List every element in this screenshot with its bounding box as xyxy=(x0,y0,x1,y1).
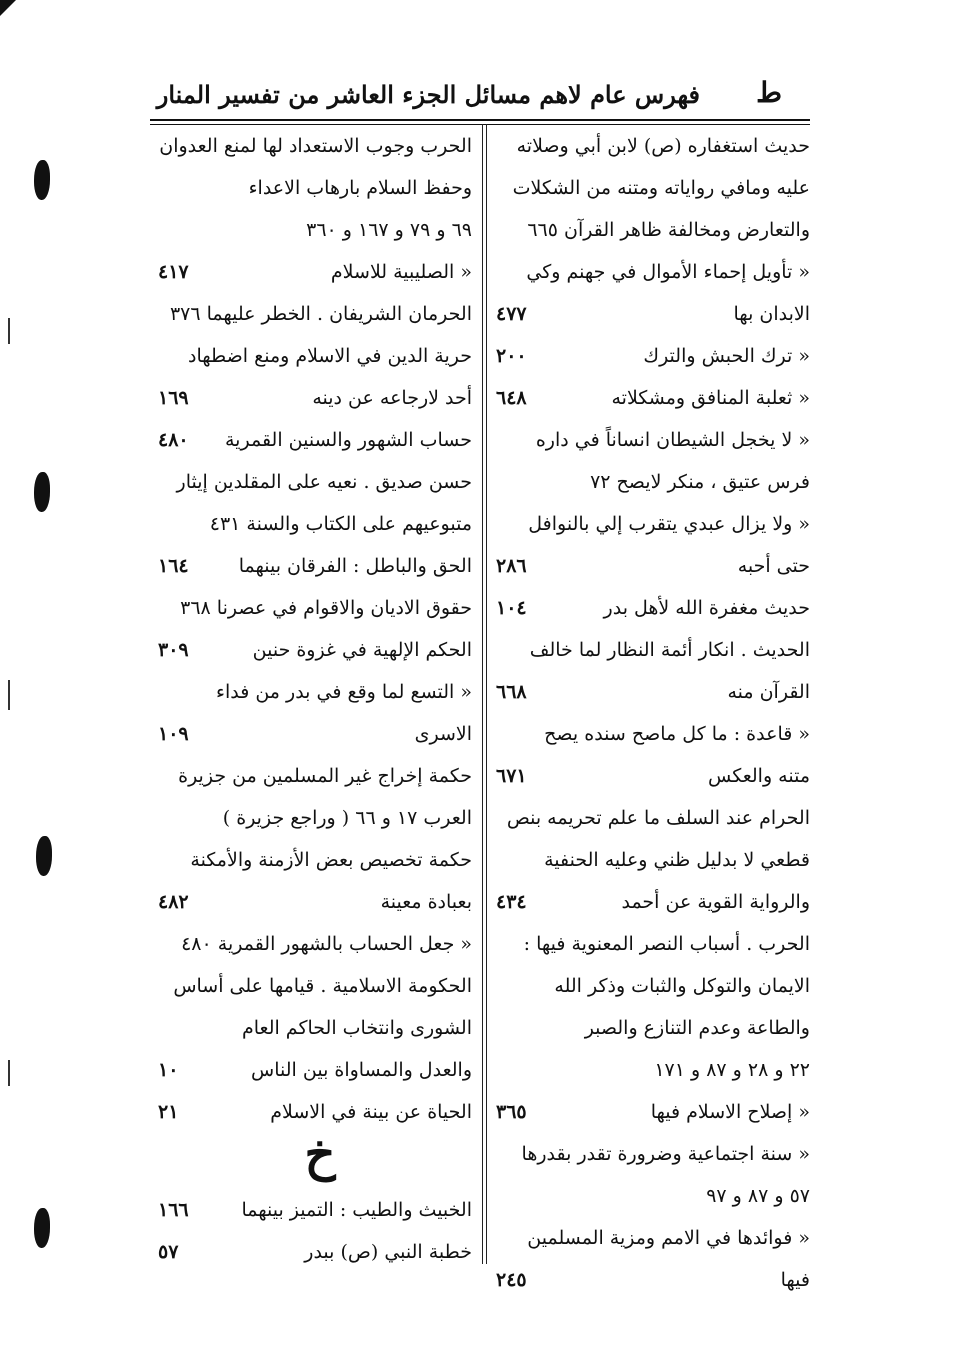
index-entry xyxy=(490,546,810,586)
entry-text: القرآن منه xyxy=(727,681,810,703)
entry-text: حتى أحبه xyxy=(737,555,810,577)
entry-text: والطاعة وعدم التنازع والصبر xyxy=(584,1017,810,1039)
entry-page-number: ٤٧٧ xyxy=(496,303,527,325)
index-entry xyxy=(152,420,472,460)
index-entry xyxy=(490,210,810,250)
entry-text: « قاعدة : ما كل ماصح سنده يصح xyxy=(544,723,810,745)
entry-page-number: ١٠٩ xyxy=(158,723,189,745)
index-entry xyxy=(490,1260,810,1300)
corner-mark xyxy=(0,0,16,16)
entry-text: « جعل الحساب بالشهور القمرية ٤٨٠ xyxy=(181,933,472,955)
entry-page-number: ٦٦٨ xyxy=(496,681,527,703)
entry-text: الحرام عند السلف ما علم تحريمه بنص xyxy=(506,807,810,829)
index-entry xyxy=(490,294,810,334)
index-entry xyxy=(490,126,810,166)
entry-page-number: ٥٧ xyxy=(158,1241,179,1263)
index-entry xyxy=(152,588,472,628)
index-entry xyxy=(490,168,810,208)
entry-page-number: ١٦٦ xyxy=(158,1199,189,1221)
index-entry xyxy=(152,1050,472,1090)
index-entry xyxy=(490,966,810,1006)
entry-page-number: ١٦٩ xyxy=(158,387,189,409)
index-entry xyxy=(152,756,472,796)
entry-text: « ولا يزال عبدي يتقرب إلي بالنوافل xyxy=(528,513,810,535)
index-entry xyxy=(490,882,810,922)
entry-page-number: ٣٠٩ xyxy=(158,639,189,661)
index-entry xyxy=(490,588,810,628)
index-entry xyxy=(490,1050,810,1090)
entry-text: « إصلاح الاسلام فيها xyxy=(650,1101,810,1123)
index-entry xyxy=(152,294,472,334)
index-entry xyxy=(152,840,472,880)
entry-text: « التسع لما وقع في بدر من فداء xyxy=(216,681,472,703)
index-entry xyxy=(490,798,810,838)
index-entry xyxy=(490,924,810,964)
entry-text: حديث استغفاره (ص) لابن أبي وصلاته xyxy=(516,135,810,157)
entry-text: خطبة النبي (ص) ببدر xyxy=(304,1241,472,1263)
entry-text: الايمان والتوكل والثبات وذكر الله xyxy=(554,975,810,997)
index-entry xyxy=(152,210,472,250)
index-entry xyxy=(152,924,472,964)
entry-page-number: ٤٣٤ xyxy=(496,891,527,913)
index-entry xyxy=(490,462,810,502)
entry-text: « ثعلبة المنافق ومشكلاته xyxy=(611,387,810,409)
entry-text: والعدل والمساواة بين الناس xyxy=(251,1059,472,1081)
index-entry xyxy=(152,462,472,502)
index-entry xyxy=(152,1190,472,1230)
edge-mark xyxy=(8,680,10,710)
entry-text: والتعارض ومخالفة ظاهر القرآن ٦٦٥ xyxy=(527,219,810,241)
page-number: ط xyxy=(756,76,782,109)
entry-page-number: ٢٠٠ xyxy=(496,345,527,367)
entry-page-number: ٢٨٦ xyxy=(496,555,527,577)
entry-page-number: ٣٦٥ xyxy=(496,1101,527,1123)
entry-text: الخبيث والطيب : التميز بينهما xyxy=(241,1199,472,1221)
index-entry xyxy=(490,756,810,796)
index-entry xyxy=(152,714,472,754)
index-entry xyxy=(152,546,472,586)
entry-text: فيها xyxy=(780,1269,810,1291)
index-entry xyxy=(152,672,472,712)
index-entry xyxy=(152,504,472,544)
entry-text: « ترك الحبش والترك xyxy=(643,345,810,367)
entry-page-number: ١٦٤ xyxy=(158,555,189,577)
entry-text: أحد لارجاعه عن دينه xyxy=(312,387,472,409)
page-title: فهرس عام لاهم مسائل الجزء العاشر من تفسير المنار xyxy=(156,80,700,109)
entry-page-number: ١٠٤ xyxy=(496,597,527,619)
entry-text: الشورى وانتخاب الحاكم العام xyxy=(241,1017,472,1039)
entry-text: « فوائدها في الامم ومزية المسلمين xyxy=(527,1227,810,1249)
index-entry xyxy=(490,336,810,376)
entry-text: الابدان بها xyxy=(733,303,810,325)
entry-text: ٦٩ و ٧٩ و ١٦٧ و ٣٦٠ xyxy=(306,219,472,241)
entry-text: العرب ١٧ و ٦٦ ( وراجع جزيرة ) xyxy=(222,807,472,829)
index-entry xyxy=(490,672,810,712)
section-letter: خ xyxy=(304,1126,336,1182)
index-entry xyxy=(490,1008,810,1048)
entry-text: عليه ومافي رواياته ومتنه من الشكلات xyxy=(512,177,810,199)
entry-text: « تأويل إحماء الأموال في جهنم وكي xyxy=(526,261,810,283)
index-entry xyxy=(152,336,472,376)
index-entry xyxy=(152,798,472,838)
index-entry xyxy=(152,630,472,670)
entry-text: قطعي لا بدليل ظني وعليه الحنفية xyxy=(544,849,810,871)
index-entry xyxy=(490,1092,810,1132)
entry-text: « سنة اجتماعية وضرورة تقدر بقدرها xyxy=(521,1143,810,1165)
index-entry xyxy=(490,630,810,670)
index-entry xyxy=(490,504,810,544)
entry-text: الحياة عن بينة في الاسلام xyxy=(270,1101,472,1123)
entry-page-number: ٦٧١ xyxy=(496,765,527,787)
entry-page-number: ١٠ xyxy=(158,1059,179,1081)
index-entry xyxy=(490,840,810,880)
entry-text: حكمة إخراج غير المسلمين من جزيرة xyxy=(178,765,472,787)
header-rule xyxy=(150,119,810,125)
ink-blot xyxy=(34,160,50,200)
entry-text: الحديث . انكار أئمة النظار لما خالف xyxy=(529,639,810,661)
entry-text: فرس عتيق ، منكر لايصح ٧٢ xyxy=(590,471,810,493)
entry-text: الحكومة الاسلامية . قيامها على أساس xyxy=(173,975,472,997)
index-entry xyxy=(152,1008,472,1048)
index-entry xyxy=(152,168,472,208)
index-entry xyxy=(490,1134,810,1174)
entry-text: ٢٢ و ٢٨ و ٨٧ و ١٧١ xyxy=(654,1059,810,1081)
index-entry xyxy=(490,252,810,292)
entry-page-number: ٢٤٥ xyxy=(496,1269,527,1291)
index-entry xyxy=(490,420,810,460)
entry-text: بعبادة معينة xyxy=(380,891,472,913)
entry-text: « لا يخجل الشيطان انساناً في داره xyxy=(535,429,810,451)
ink-blot xyxy=(34,1208,50,1248)
entry-text: الحكم الإلهية في غزوة حنين xyxy=(252,639,472,661)
ink-blot xyxy=(36,836,52,876)
entry-page-number: ٢١ xyxy=(158,1101,179,1123)
entry-text: الحرب وجوب الاستعداد لها لمنع العدوان xyxy=(159,135,472,157)
index-entry xyxy=(152,1232,472,1272)
entry-text: والرواية القوية عن أحمد xyxy=(621,891,810,913)
index-entry xyxy=(152,252,472,292)
entry-text: الحرمان الشريفان . الخطر عليهما ٣٧٦ xyxy=(169,303,472,325)
entry-text: وحفظ السلام بارهاب الاعداء xyxy=(248,177,472,199)
entry-text: حرية الدين في الاسلام ومنع اضطهاد xyxy=(188,345,472,367)
entry-text: حساب الشهور والسنين القمرية xyxy=(225,429,472,451)
index-entry xyxy=(490,378,810,418)
ink-blot xyxy=(34,472,50,512)
entry-page-number: ٤٨٢ xyxy=(158,891,189,913)
entry-text: حديث مغفرة الله لأهل بدر xyxy=(603,597,810,619)
index-entry xyxy=(152,966,472,1006)
entry-page-number: ٤٨٠ xyxy=(158,429,189,451)
entry-text: حكمة تخصيص بعض الأزمنة والأمكنة xyxy=(190,849,472,871)
edge-mark xyxy=(8,318,10,344)
column-divider xyxy=(482,124,483,1264)
entry-page-number: ٦٤٨ xyxy=(496,387,527,409)
entry-page-number: ٤١٧ xyxy=(158,261,189,283)
entry-text: متنه والعكس xyxy=(708,765,810,787)
index-entry xyxy=(490,1218,810,1258)
index-entry xyxy=(152,126,472,166)
entry-text: ٥٧ و ٨٧ و ٩٧ xyxy=(706,1185,810,1207)
entry-text: متبوعيهم على الكتاب والسنة ٤٣١ xyxy=(209,513,472,535)
entry-text: حسن صديق . نعيه على المقلدين إيثار xyxy=(176,471,472,493)
entry-text: الحرب . أسباب النصر المعنوية فيها : xyxy=(523,933,810,955)
index-entry xyxy=(152,882,472,922)
edge-mark xyxy=(8,1060,10,1086)
index-entry xyxy=(490,1176,810,1216)
entry-text: الحق والباطل : الفرقان بينهما xyxy=(238,555,472,577)
index-entry xyxy=(490,714,810,754)
index-entry xyxy=(152,378,472,418)
entry-text: « الصليبية للاسلام xyxy=(330,261,472,283)
page-header xyxy=(130,66,810,118)
entry-text: الاسرى xyxy=(414,723,472,745)
entry-text: حقوق الاديان والاقوام في عصرنا ٣٦٨ xyxy=(180,597,472,619)
